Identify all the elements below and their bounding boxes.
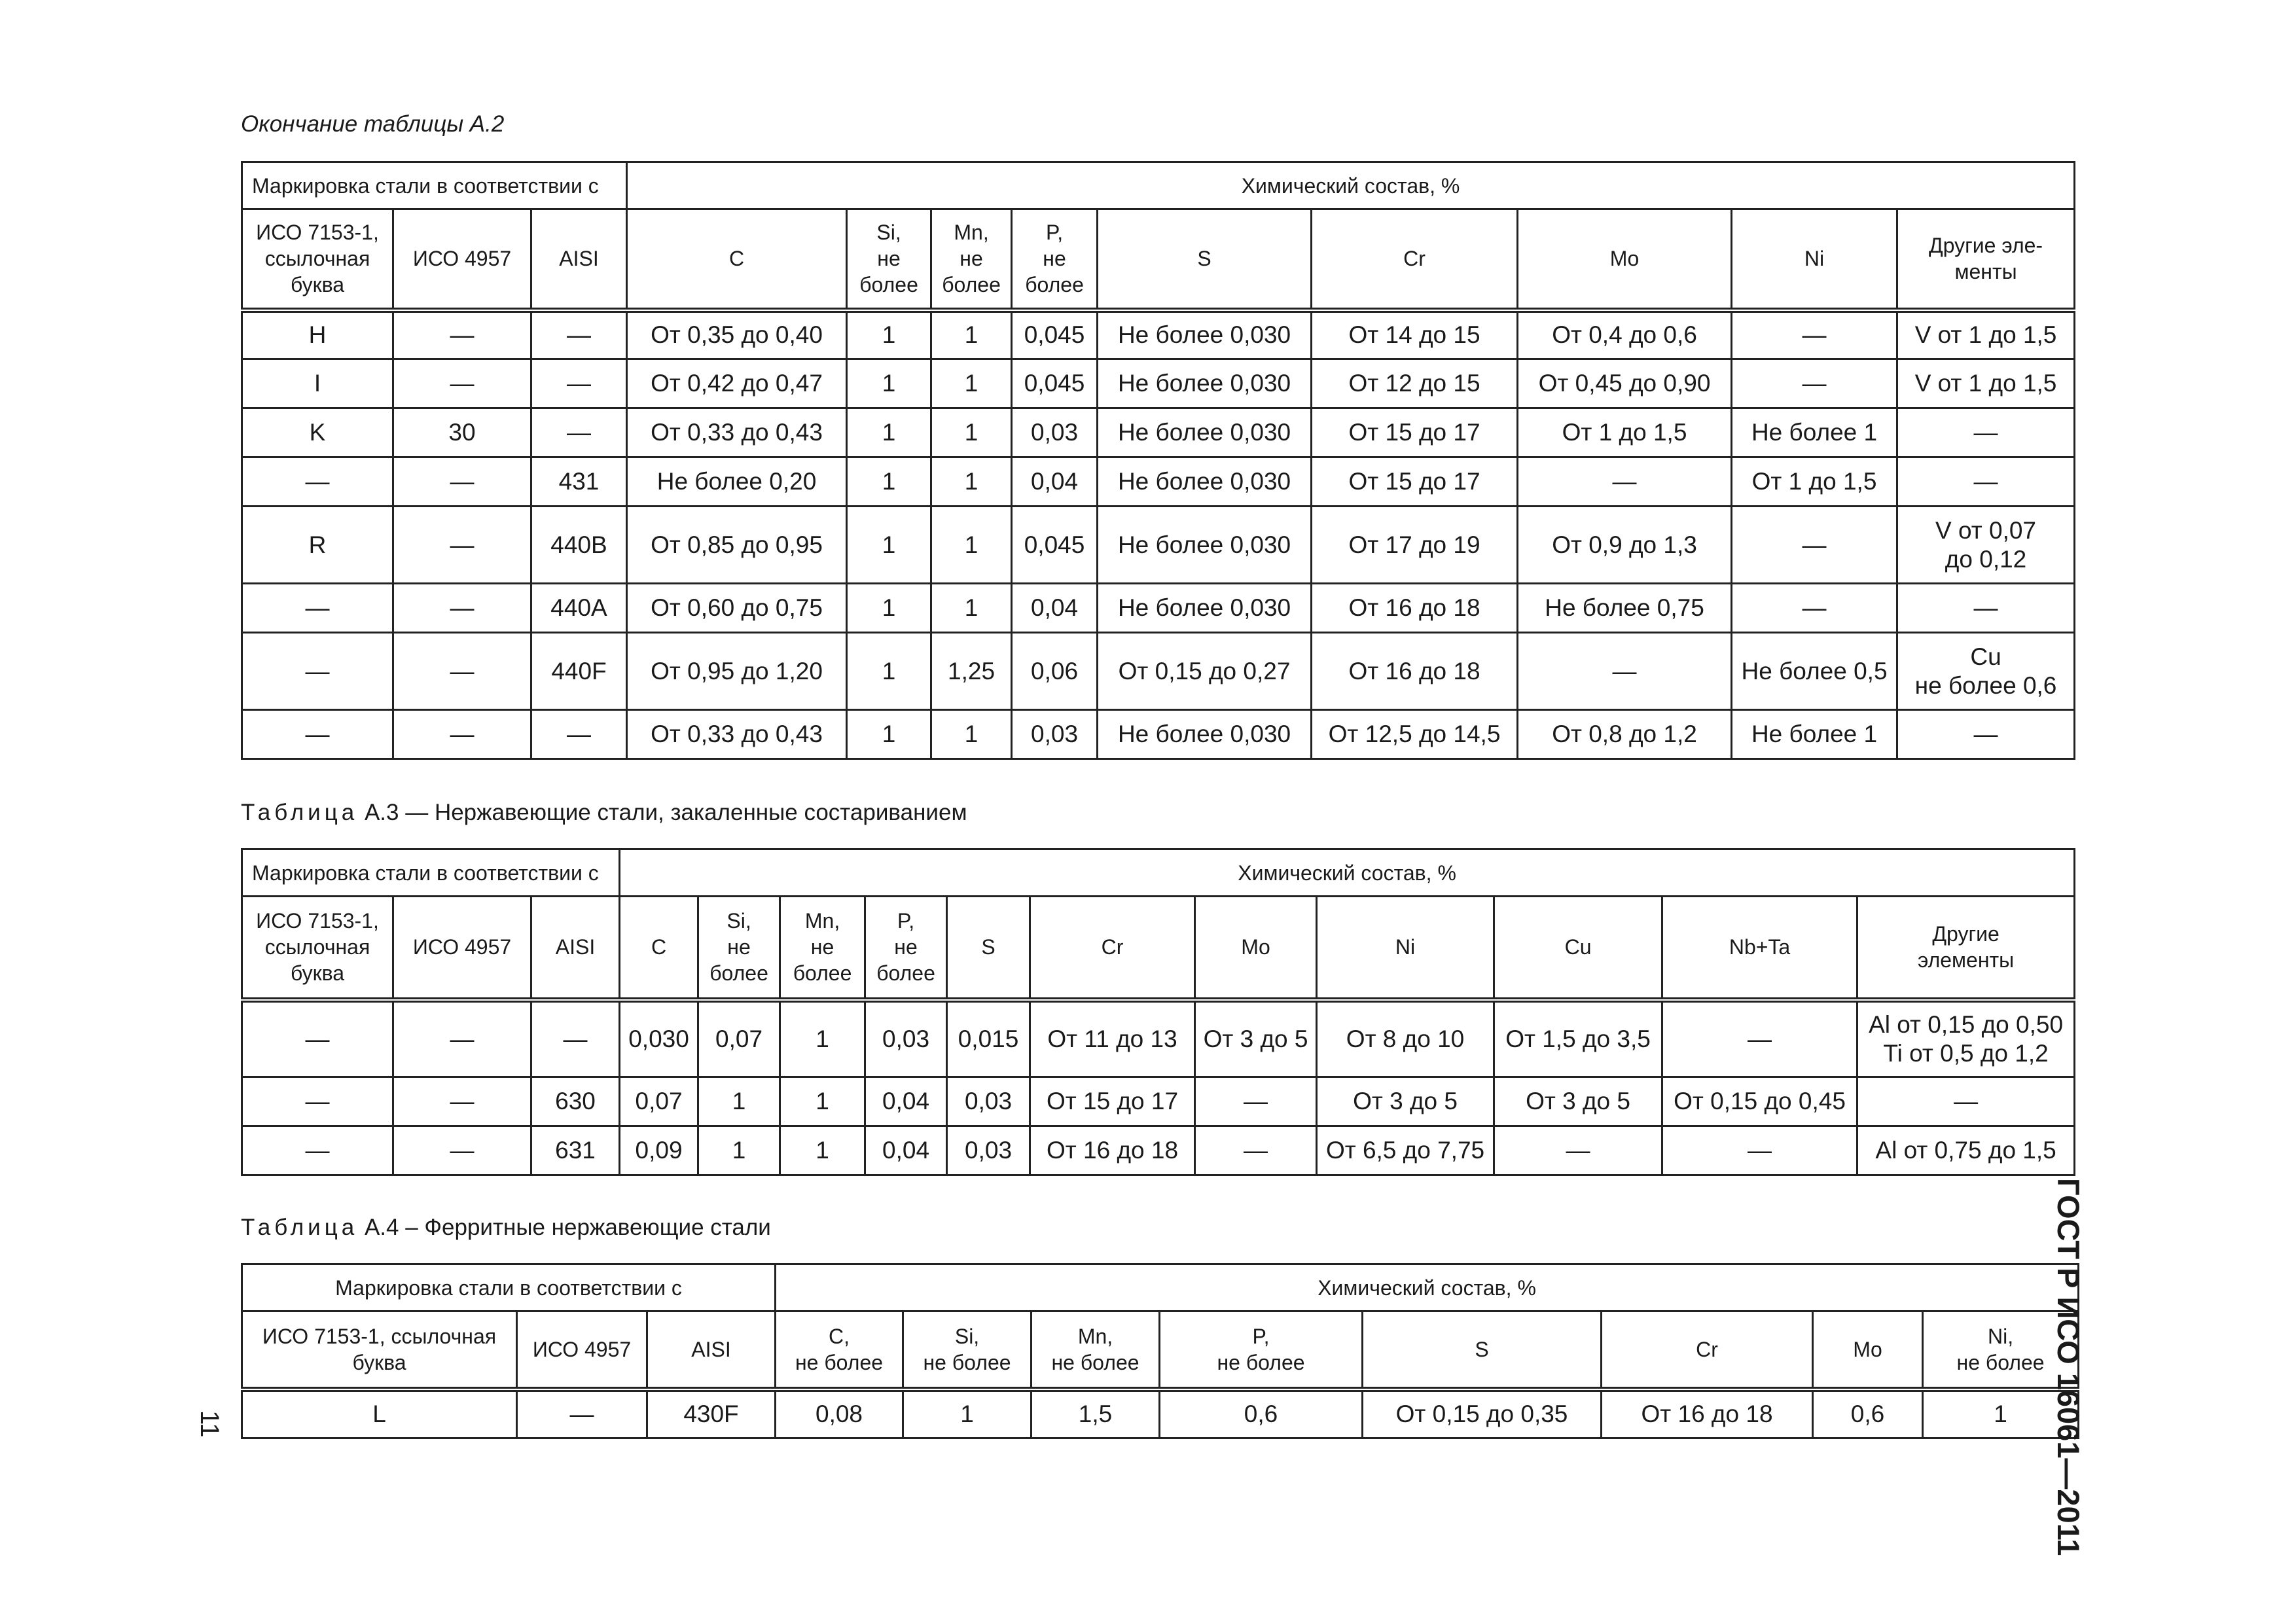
table-row — [242, 408, 2075, 457]
table-cell: 0,04 — [1012, 584, 1098, 633]
table-cell: 0,015 — [947, 1000, 1030, 1077]
table-cell: 0,030 — [620, 1000, 698, 1077]
table-cell: От 16 до 18 — [1312, 584, 1518, 633]
table-cell: От 0,35 до 0,40 — [627, 310, 847, 359]
column-header: Ni, не более — [1923, 1311, 2079, 1389]
table-cell: 440A — [531, 584, 627, 633]
table-cell: — — [393, 710, 531, 759]
column-header: ИСО 7153-1, ссылочная буква — [242, 209, 393, 310]
column-header: Cr — [1602, 1311, 1813, 1389]
table-cell: 0,04 — [865, 1126, 947, 1175]
table-cell: — — [1195, 1126, 1317, 1175]
table-a2 — [241, 161, 2075, 760]
table-cell: — — [517, 1389, 647, 1438]
column-header: P, не более — [865, 897, 947, 1000]
table-row — [242, 359, 2075, 408]
caption-text: А.4 – Ферритные нержавеющие стали — [358, 1215, 771, 1240]
table-cell: От 16 до 18 — [1030, 1126, 1195, 1175]
column-header: C — [620, 897, 698, 1000]
table-cell: 1 — [847, 710, 931, 759]
table-cell: — — [393, 359, 531, 408]
table-cell: От 0,15 до 0,27 — [1098, 633, 1312, 710]
table-cell: 1,25 — [931, 633, 1012, 710]
column-header: C, не более — [776, 1311, 903, 1389]
column-header: AISI — [531, 897, 620, 1000]
table-cell: От 8 до 10 — [1317, 1000, 1494, 1077]
table-row — [242, 1000, 2075, 1077]
table-cell: 430F — [647, 1389, 776, 1438]
column-header: Mo — [1518, 209, 1732, 310]
page-number: 11 — [195, 1410, 224, 1438]
table-cell: H — [242, 310, 393, 359]
table-cell: — — [242, 710, 393, 759]
table-cell: 1 — [931, 457, 1012, 507]
table-cell: — — [1732, 584, 1897, 633]
table-cell: — — [1494, 1126, 1662, 1175]
table-row — [242, 310, 2075, 359]
table-cell: От 0,8 до 1,2 — [1518, 710, 1732, 759]
table-cell: Не более 0,5 — [1732, 633, 1897, 710]
table-cell: 431 — [531, 457, 627, 507]
table-cell: — — [1897, 457, 2075, 507]
table-cell: R — [242, 507, 393, 584]
table-cell: От 0,33 до 0,43 — [627, 408, 847, 457]
table-cell: Cu не более 0,6 — [1897, 633, 2075, 710]
table-cell: 0,07 — [698, 1000, 780, 1077]
column-header: Mn, не более — [931, 209, 1012, 310]
table-cell: 1 — [847, 408, 931, 457]
table-row — [242, 1126, 2075, 1175]
column-header: Cu — [1494, 897, 1662, 1000]
table-cell: V от 1 до 1,5 — [1897, 310, 2075, 359]
table-cell: — — [393, 633, 531, 710]
table-cell: 0,6 — [1160, 1389, 1363, 1438]
table-cell: От 0,42 до 0,47 — [627, 359, 847, 408]
table-cell: 1 — [698, 1077, 780, 1126]
table-cell: 631 — [531, 1126, 620, 1175]
table-cell: 0,03 — [1012, 408, 1098, 457]
table-cell: От 16 до 18 — [1312, 633, 1518, 710]
column-header: S — [947, 897, 1030, 1000]
table-row — [242, 1389, 2079, 1438]
table-cell: От 11 до 13 — [1030, 1000, 1195, 1077]
table-cell: K — [242, 408, 393, 457]
column-header: Cr — [1030, 897, 1195, 1000]
group-header-marking: Маркировка стали в соответствии с — [242, 162, 627, 209]
group-header-composition: Химический состав, % — [627, 162, 2075, 209]
table-cell: — — [1662, 1000, 1857, 1077]
table-cell: Не более 1 — [1732, 408, 1897, 457]
table-cell: — — [242, 1077, 393, 1126]
column-header: Si, не более — [698, 897, 780, 1000]
table-cell: 1 — [847, 507, 931, 584]
table-row — [242, 457, 2075, 507]
standard-designation: ГОСТ Р ИСО 16061—2011 — [2051, 1178, 2086, 1556]
table-cell: Не более 0,030 — [1098, 359, 1312, 408]
column-header: AISI — [647, 1311, 776, 1389]
column-header: Mo — [1813, 1311, 1923, 1389]
table-cell: 0,03 — [947, 1077, 1030, 1126]
table-cell: От 1 до 1,5 — [1518, 408, 1732, 457]
table-cell: От 1,5 до 3,5 — [1494, 1000, 1662, 1077]
table-cell: 1 — [931, 710, 1012, 759]
table-cell: — — [531, 408, 627, 457]
group-header-composition: Химический состав, % — [776, 1264, 2079, 1311]
table-cell: — — [531, 310, 627, 359]
table-cell: V от 0,07 до 0,12 — [1897, 507, 2075, 584]
column-header: ИСО 7153-1, ссылочная буква — [242, 1311, 517, 1389]
table-cell: — — [393, 1000, 531, 1077]
column-header: Si, не более — [903, 1311, 1031, 1389]
table-cell: 1 — [780, 1126, 865, 1175]
table-cell: 0,04 — [1012, 457, 1098, 507]
table-cell: От 0,95 до 1,20 — [627, 633, 847, 710]
column-header: Cr — [1312, 209, 1518, 310]
table-cell: 30 — [393, 408, 531, 457]
table-cell: От 14 до 15 — [1312, 310, 1518, 359]
column-header: P, не более — [1012, 209, 1098, 310]
table-cell: — — [242, 1000, 393, 1077]
table-cell: 440B — [531, 507, 627, 584]
table-cell: — — [242, 584, 393, 633]
table-cell: — — [1732, 507, 1897, 584]
table-cell: L — [242, 1389, 517, 1438]
table-cell: Не более 0,030 — [1098, 584, 1312, 633]
column-header: ИСО 4957 — [393, 897, 531, 1000]
table-a4-caption — [241, 1215, 771, 1241]
column-header: ИСО 4957 — [393, 209, 531, 310]
table-cell: — — [1897, 584, 2075, 633]
group-header-composition: Химический состав, % — [620, 849, 2075, 897]
table-cell: От 0,60 до 0,75 — [627, 584, 847, 633]
table-cell: — — [1857, 1077, 2075, 1126]
table-cell: — — [393, 310, 531, 359]
table-cell: 1 — [931, 507, 1012, 584]
column-header: Mn, не более — [1031, 1311, 1160, 1389]
table-cell: 0,09 — [620, 1126, 698, 1175]
table-row — [242, 584, 2075, 633]
table-cell: — — [1732, 310, 1897, 359]
table-cell: От 16 до 18 — [1602, 1389, 1813, 1438]
column-header: Mn, не более — [780, 897, 865, 1000]
table-row — [242, 507, 2075, 584]
table-cell: От 15 до 17 — [1312, 457, 1518, 507]
column-header: AISI — [531, 209, 627, 310]
table-cell: От 15 до 17 — [1030, 1077, 1195, 1126]
table-cell: От 3 до 5 — [1317, 1077, 1494, 1126]
table-cell: От 17 до 19 — [1312, 507, 1518, 584]
table-cell: 1 — [931, 359, 1012, 408]
group-header-marking: Маркировка стали в соответствии с — [242, 849, 620, 897]
table-cell: От 0,15 до 0,35 — [1363, 1389, 1602, 1438]
table-cell: От 15 до 17 — [1312, 408, 1518, 457]
table-cell: От 3 до 5 — [1195, 1000, 1317, 1077]
table-cell: — — [1662, 1126, 1857, 1175]
table-cell: Не более 0,030 — [1098, 310, 1312, 359]
table-cell: 1 — [698, 1126, 780, 1175]
table-cell: От 0,9 до 1,3 — [1518, 507, 1732, 584]
table-cell: 0,03 — [947, 1126, 1030, 1175]
table-cell: От 0,85 до 0,95 — [627, 507, 847, 584]
table-cell: — — [242, 457, 393, 507]
table-cell: — — [1195, 1077, 1317, 1126]
column-header: P, не более — [1160, 1311, 1363, 1389]
table-a2-continuation-caption: Окончание таблицы А.2 — [241, 111, 505, 137]
table-cell: — — [393, 457, 531, 507]
table-cell: 440F — [531, 633, 627, 710]
table-cell: — — [393, 1126, 531, 1175]
table-cell: Не более 0,75 — [1518, 584, 1732, 633]
table-cell: 0,06 — [1012, 633, 1098, 710]
table-cell: 0,045 — [1012, 310, 1098, 359]
group-header-marking: Маркировка стали в соответствии с — [242, 1264, 776, 1311]
table-cell: 1 — [931, 310, 1012, 359]
table-cell: 1 — [1923, 1389, 2079, 1438]
table-cell: От 0,33 до 0,43 — [627, 710, 847, 759]
table-cell: 0,045 — [1012, 359, 1098, 408]
column-header: Другие эле- менты — [1897, 209, 2075, 310]
table-cell: 1 — [780, 1077, 865, 1126]
table-cell: 1 — [780, 1000, 865, 1077]
column-header: Другие элементы — [1857, 897, 2075, 1000]
table-cell: Al от 0,75 до 1,5 — [1857, 1126, 2075, 1175]
table-cell: 0,6 — [1813, 1389, 1923, 1438]
table-cell: От 12,5 до 14,5 — [1312, 710, 1518, 759]
table-cell: V от 1 до 1,5 — [1897, 359, 2075, 408]
table-cell: 1 — [847, 633, 931, 710]
table-cell: Не более 0,20 — [627, 457, 847, 507]
table-cell: 0,03 — [1012, 710, 1098, 759]
column-header: Ni — [1317, 897, 1494, 1000]
table-cell: — — [1732, 359, 1897, 408]
table-cell: — — [1518, 457, 1732, 507]
table-cell: От 0,15 до 0,45 — [1662, 1077, 1857, 1126]
table-cell: — — [242, 1126, 393, 1175]
table-cell: 1 — [847, 359, 931, 408]
column-header: ИСО 4957 — [517, 1311, 647, 1389]
column-header: S — [1363, 1311, 1602, 1389]
table-cell: Не более 0,030 — [1098, 408, 1312, 457]
column-header: C — [627, 209, 847, 310]
caption-text: А.3 — Нержавеющие стали, закаленные состариванием — [358, 800, 967, 825]
table-cell: 1 — [931, 584, 1012, 633]
table-row — [242, 710, 2075, 759]
table-cell: 1 — [847, 310, 931, 359]
table-cell: — — [531, 1000, 620, 1077]
table-cell: От 3 до 5 — [1494, 1077, 1662, 1126]
table-a4 — [241, 1263, 2079, 1439]
table-cell: От 6,5 до 7,75 — [1317, 1126, 1494, 1175]
column-header: Nb+Ta — [1662, 897, 1857, 1000]
table-cell: 1,5 — [1031, 1389, 1160, 1438]
table-cell: — — [393, 507, 531, 584]
table-cell: — — [242, 633, 393, 710]
table-cell: От 1 до 1,5 — [1732, 457, 1897, 507]
column-header: Ni — [1732, 209, 1897, 310]
table-cell: 630 — [531, 1077, 620, 1126]
table-cell: От 12 до 15 — [1312, 359, 1518, 408]
table-cell: Al от 0,15 до 0,50 Ti от 0,5 до 1,2 — [1857, 1000, 2075, 1077]
table-cell: — — [1518, 633, 1732, 710]
table-cell: — — [393, 1077, 531, 1126]
table-cell: Не более 0,030 — [1098, 710, 1312, 759]
table-cell: — — [531, 710, 627, 759]
table-row — [242, 633, 2075, 710]
table-cell: Не более 0,030 — [1098, 507, 1312, 584]
table-cell: 1 — [903, 1389, 1031, 1438]
column-header: ИСО 7153-1, ссылочная буква — [242, 897, 393, 1000]
caption-prefix: Таблица — [241, 800, 359, 825]
column-header: Si, не более — [847, 209, 931, 310]
table-cell: — — [1897, 408, 2075, 457]
table-cell: 0,03 — [865, 1000, 947, 1077]
table-row — [242, 1077, 2075, 1126]
table-cell: — — [393, 584, 531, 633]
caption-prefix: Таблица — [241, 1215, 359, 1240]
table-cell: 0,07 — [620, 1077, 698, 1126]
table-cell: 1 — [931, 408, 1012, 457]
table-cell: 0,045 — [1012, 507, 1098, 584]
table-cell: 0,04 — [865, 1077, 947, 1126]
column-header: S — [1098, 209, 1312, 310]
table-cell: — — [1897, 710, 2075, 759]
table-cell: 0,08 — [776, 1389, 903, 1438]
column-header: Mo — [1195, 897, 1317, 1000]
table-cell: Не более 0,030 — [1098, 457, 1312, 507]
table-cell: Не более 1 — [1732, 710, 1897, 759]
table-a3 — [241, 848, 2075, 1176]
table-cell: 1 — [847, 457, 931, 507]
table-cell: 1 — [847, 584, 931, 633]
table-cell: — — [531, 359, 627, 408]
table-cell: От 0,4 до 0,6 — [1518, 310, 1732, 359]
table-cell: От 0,45 до 0,90 — [1518, 359, 1732, 408]
table-a3-caption — [241, 800, 967, 826]
table-cell: I — [242, 359, 393, 408]
